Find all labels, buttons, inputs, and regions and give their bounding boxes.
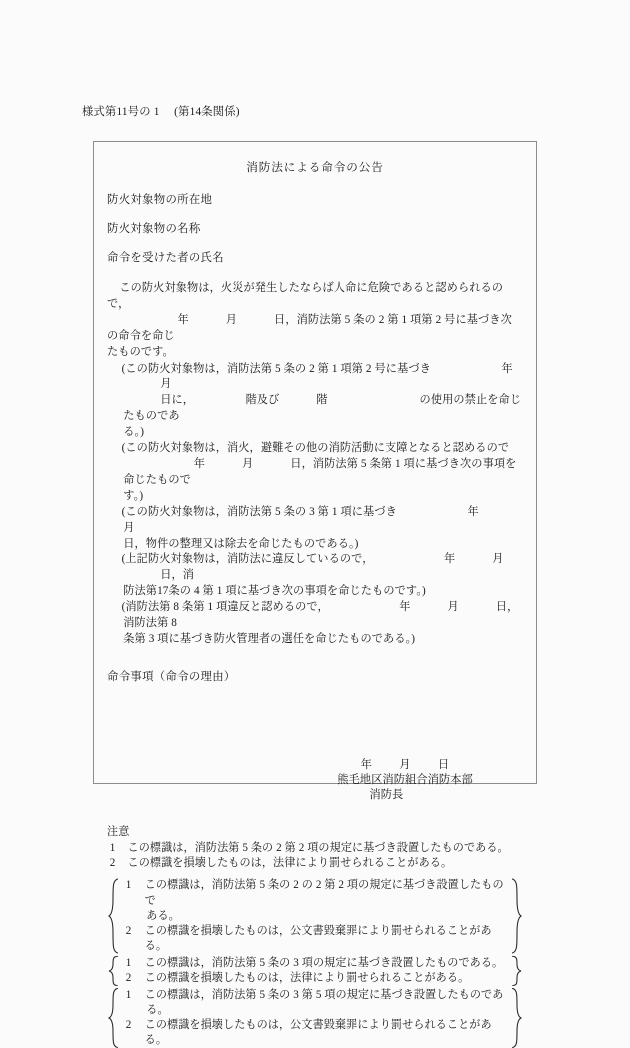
lead-year: 年 (177, 313, 189, 326)
order-items-label: 命令事項（命令の理由） (107, 670, 236, 683)
note-text: この標識を損壊したものは，法律により罰せられることがある。 (127, 857, 453, 870)
right-curly-brace-icon (511, 988, 522, 1048)
signature-organization: 熊毛地区消防組合消防本部 (337, 773, 473, 786)
clause-law-violation (107, 552, 523, 600)
field-location: 防火対象物の所在地 (107, 194, 213, 206)
clause-2-line1: (この防火対象物は，消火，避難その他の消防活動に支障となると認めるので (121, 442, 510, 455)
notes-heading: 注意 (107, 826, 130, 839)
note-number: 2 (125, 1019, 132, 1032)
clause-3-month: 月 (123, 521, 135, 534)
clause-1-line3: る。) (123, 426, 145, 439)
note-text: この標識は，消防法第 5 条の 3 項の規定に基づき設置したものである。 (144, 956, 504, 969)
clause-4-year: 年 (444, 553, 456, 566)
clause-1-line1: (この防火対象物は，消防法第 5 条の 2 第 1 項第 2 号に基づき (121, 362, 431, 375)
lead-rest: 日，消防法第 5 条の 2 第 1 項第 2 号に基づき次の命令を命じ (107, 313, 512, 342)
note-number: 2 (109, 857, 116, 870)
note-item (123, 988, 508, 1003)
note-number: 2 (125, 971, 132, 984)
field-building-name: 防火対象物の名称 (107, 223, 201, 235)
clause-3-year: 年 (467, 505, 479, 518)
clause-1-day: 日に， (160, 394, 195, 407)
signature-year: 年 (360, 758, 373, 771)
brace-group-5-3 (107, 956, 523, 986)
note-number: 2 (125, 924, 132, 937)
note-item (123, 1018, 508, 1048)
clause-3-line1: (この防火対象物は，消防法第 5 条の 3 第 1 項に基づき (121, 505, 397, 518)
note-continuation: る。 (146, 1004, 169, 1017)
note-number: 1 (125, 956, 132, 969)
clause-4-tail: 日，消 (160, 569, 195, 582)
notes-section (107, 825, 523, 871)
note-text: この標識を損壊したものは，公文書毀棄罪により罰せられることがある。 (144, 1019, 492, 1047)
clause-2-line3: す。) (123, 489, 144, 502)
note-number: 1 (125, 989, 132, 1001)
note-number: 1 (125, 879, 132, 892)
clause-2-year: 年 (193, 457, 206, 470)
lead-month: 月 (225, 313, 238, 326)
brace-group-5-2-2 (107, 878, 523, 953)
note-item (123, 971, 508, 986)
note-number: 1 (109, 842, 116, 855)
order-items-writing-area (107, 684, 523, 758)
left-curly-brace-icon (108, 988, 119, 1048)
page-title: 消防法による命令の公告 (246, 161, 384, 174)
order-items-section (107, 668, 523, 758)
note-item (123, 956, 508, 971)
note-text: この標識は，消防法第 5 条の 3 第 5 項の規定に基づき設置したものであ (144, 989, 504, 1001)
clause-4-month: 月 (492, 553, 504, 566)
clause-5-line1: (消防法第 8 条第 1 項違反と認めるので， (121, 601, 329, 614)
clause-3-line2: 日，物件の整理又は除去を命じたものである。) (123, 537, 359, 550)
left-curly-brace-icon (108, 878, 119, 953)
clause-5-line2: 条第 3 項に基づき防火管理者の選任を命じたものである。) (123, 632, 416, 645)
clause-2-rest: 日，消防法第 5 条第 1 項に基づき次の事項を命じたもので (123, 457, 517, 486)
note-text: この標識は，消防法第 5 条の 2 第 2 項の規定に基づき設置したものである。 (127, 842, 509, 855)
body-text (107, 281, 523, 648)
lead-line-1: この防火対象物は，火災が発生したならば人命に危険であると認められるので， (107, 282, 504, 310)
clause-1-tail: の使用の禁止を命じたものであ (123, 394, 522, 423)
signature-block (295, 758, 515, 803)
clause-4-line2: 防法第17条の 4 第 1 項に基づき次の事項を命じたものです。) (123, 585, 426, 598)
right-curly-brace-icon (511, 878, 522, 953)
clause-object-removal (107, 505, 523, 553)
clause-use-prohibition (107, 362, 523, 442)
clause-5-tail: 日，消防法第 8 (123, 601, 519, 630)
note-text: この標識は，消防法第 5 条の 2 の 2 第 2 項の規定に基づき設置したもので (144, 879, 504, 907)
note-item (123, 924, 508, 954)
clause-1-month: 月 (160, 378, 172, 391)
clause-2-month: 月 (242, 457, 254, 470)
note-text: この標識を損壊したものは，公文書毀棄罪により罰せられることがある。 (144, 924, 492, 952)
clause-fire-manager-appointment (107, 600, 523, 648)
note-text: この標識を損壊したものは，法律により罰せられることがある。 (144, 971, 470, 984)
signature-title: 消防長 (369, 789, 404, 802)
clause-fire-activity-obstruction (107, 441, 523, 505)
clause-1-floor1: 階及び (245, 394, 280, 407)
note-item (123, 878, 508, 908)
clause-5-year: 年 (399, 601, 411, 614)
public-notice-box (93, 141, 537, 1047)
signature-date (295, 758, 515, 773)
note-continuation: ある。 (146, 909, 180, 922)
alternative-notes-groups (107, 878, 523, 1048)
left-curly-brace-icon (108, 956, 119, 986)
note-item (107, 856, 523, 871)
clause-5-month: 月 (447, 601, 459, 614)
right-curly-brace-icon (511, 956, 522, 986)
note-item (107, 841, 523, 856)
brace-group-5-3-5 (107, 988, 523, 1048)
signature-day: 日 (437, 758, 450, 771)
signature-month: 月 (399, 758, 411, 771)
field-recipient-name: 命令を受けた者の氏名 (107, 252, 224, 264)
lead-line-3: たものです。 (107, 345, 174, 358)
lead-paragraph (107, 281, 523, 361)
clause-1-year: 年 (501, 362, 513, 375)
form-number-label: 様式第11号の 1 (第14条関係) (82, 106, 240, 118)
clause-1-floor2: 階 (316, 394, 328, 407)
clause-list (107, 362, 523, 648)
clause-4-line1: (上記防火対象物は，消防法に違反しているので， (121, 553, 374, 566)
public-notice-content (94, 142, 536, 1047)
